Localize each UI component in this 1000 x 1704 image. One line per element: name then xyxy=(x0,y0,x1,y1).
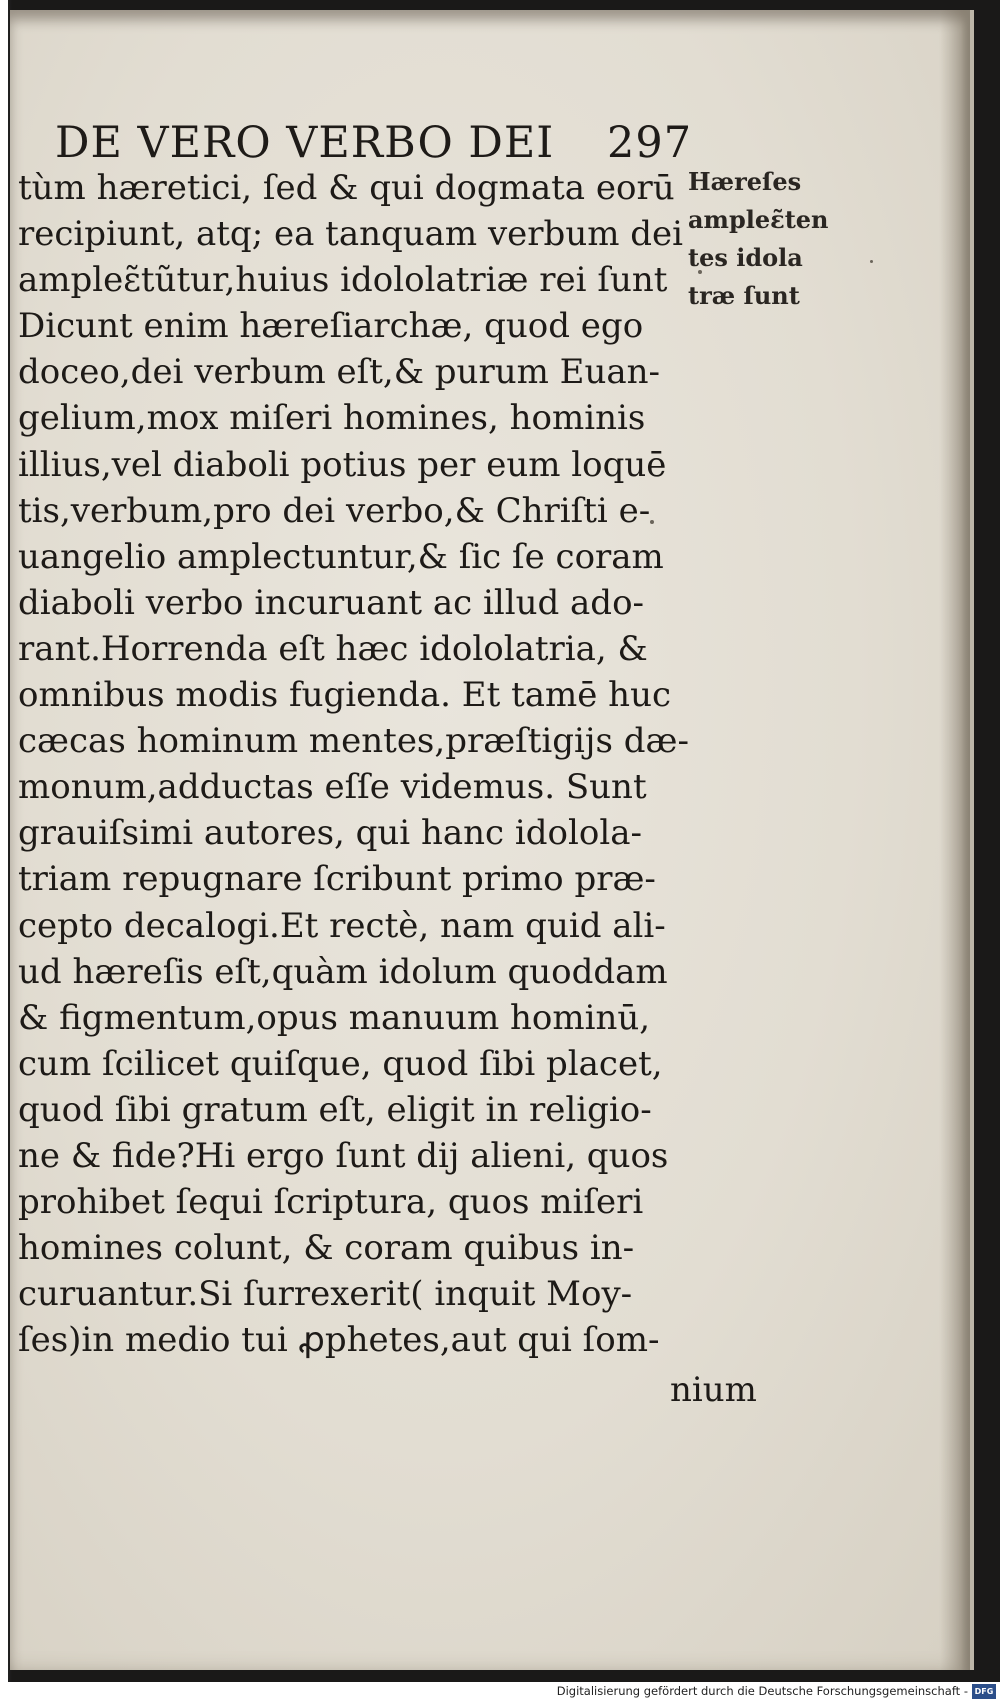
funding-credit: Digitalisierung gefördert durch die Deutsche Forschungsgemeinschaft - xyxy=(556,1684,968,1698)
marginal-note xyxy=(688,163,848,315)
page-edge-shadow xyxy=(940,10,970,1670)
marginal-note-line: træ ſunt xyxy=(688,281,800,310)
text-line: doceo,dei verbum eſt,& purum Euan- xyxy=(18,352,661,393)
text-line: curuantur.Si ſurrexerit( inquit Moy- xyxy=(18,1274,633,1315)
text-line: cum ſcilicet quiſque, quod ſibi placet, xyxy=(18,1043,663,1084)
text-line: Dicunt enim hæreſiarchæ, quod ego xyxy=(18,306,644,347)
marginal-note-line: tes idola xyxy=(688,243,803,272)
page-number: 297 xyxy=(607,118,693,168)
text-line: ſes)in medio tui ꝓphetes,aut qui ſom- xyxy=(18,1320,660,1361)
text-line: gelium,mox miſeri homines, hominis xyxy=(18,398,646,439)
catchword: nium xyxy=(670,1370,757,1410)
text-line: illius,vel diaboli potius per eum loquē xyxy=(18,444,667,485)
text-line: recipiunt, atq; ea tanquam verbum dei xyxy=(18,214,684,255)
text-line: ne & fide?Hi ergo ſunt dij alieni, quos xyxy=(18,1135,669,1176)
digitization-footer xyxy=(0,1682,1000,1704)
text-line: ud hæreſis eſt,quàm idolum quoddam xyxy=(18,951,668,992)
text-line: monum,adductas eſſe videmus. Sunt xyxy=(18,767,647,808)
text-line: prohibet ſequi ſcriptura, quos miſeri xyxy=(18,1182,644,1223)
running-title: DE VERO VERBO DEI xyxy=(55,118,555,168)
text-line: ampleɛ̃tũtur,huius idololatriæ rei ſunt xyxy=(18,260,668,301)
ink-speck xyxy=(870,260,873,263)
dfg-logo-icon: DFG xyxy=(972,1684,996,1699)
text-line: homines colunt, & coram quibus in- xyxy=(18,1228,635,1269)
text-line: quod ſibi gratum eſt, eligit in religio- xyxy=(18,1089,652,1130)
text-line: cæcas hominum mentes,præſtigijs dæ- xyxy=(18,721,689,762)
page-header xyxy=(55,118,693,168)
text-line: triam repugnare ſcribunt primo præ- xyxy=(18,859,656,900)
text-line: uangelio amplectuntur,& ſic ſe coram xyxy=(18,536,664,577)
text-line: & figmentum,opus manuum hominū, xyxy=(18,997,651,1038)
text-line: tùm hæretici, ſed & qui dogmata eorū xyxy=(18,168,675,208)
text-line: rant.Horrenda eſt hæc idololatria, & xyxy=(18,628,648,669)
text-line: tis,verbum,pro dei verbo,& Chriſti e- xyxy=(18,490,651,531)
body-text xyxy=(18,165,718,1363)
text-line: omnibus modis fugienda. Et tamē huc xyxy=(18,675,672,716)
text-line: cepto decalogi.Et rectè, nam quid ali- xyxy=(18,905,666,946)
marginal-note-line: Hæreſes xyxy=(688,167,802,196)
text-line: grauiſsimi autores, qui hanc idolola- xyxy=(18,813,642,854)
marginal-note-line: ampleɛ̃ten xyxy=(688,205,829,234)
text-line: diaboli verbo incuruant ac illud ado- xyxy=(18,582,645,623)
